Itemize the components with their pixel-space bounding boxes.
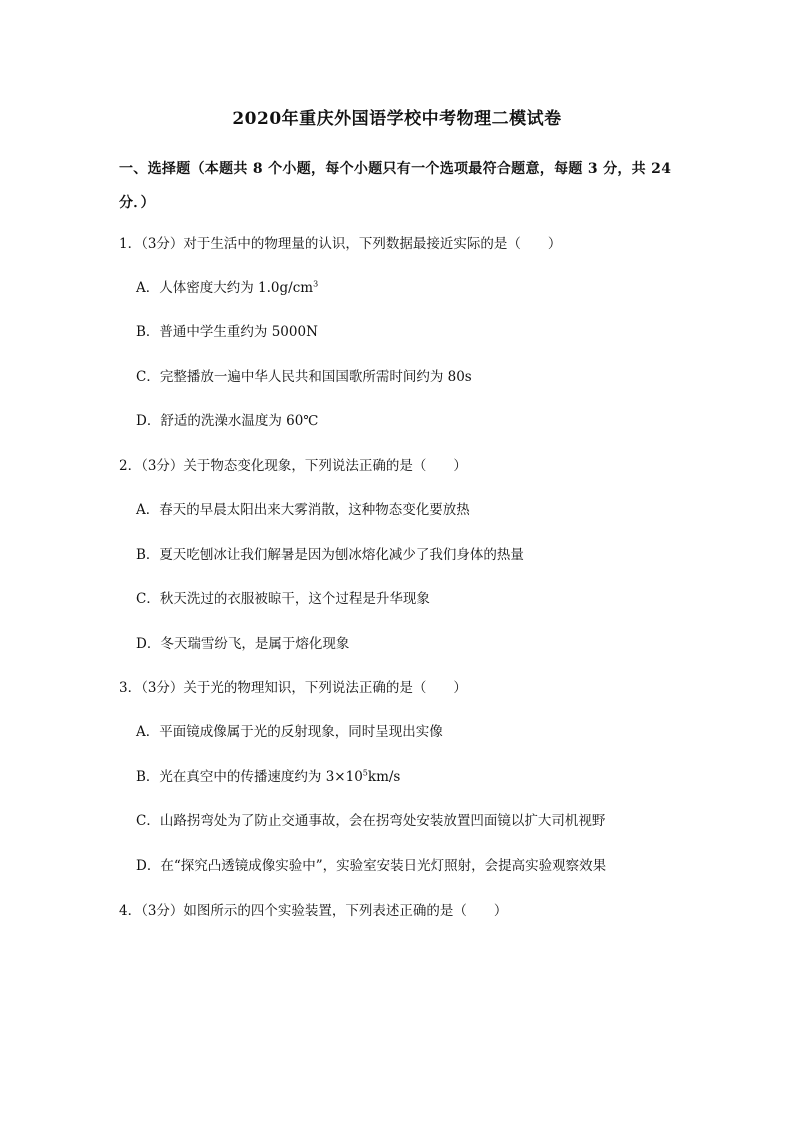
question-2-stem: 2．（3分）关于物态变化现象，下列说法正确的是（ ）	[119, 458, 467, 474]
option-unit: km/s	[367, 769, 401, 785]
question-3-stem: 3．（3分）关于光的物理知识，下列说法正确的是（ ）	[119, 680, 467, 696]
option-text: B．光在真空中的传播速度约为 3×10	[136, 769, 363, 785]
question-3-option-b	[136, 767, 400, 787]
superscript: 5	[362, 768, 368, 778]
question-1-option-a	[136, 278, 318, 298]
question-2-option-a: A．春天的早晨太阳出来大雾消散，这种物态变化要放热	[136, 502, 470, 518]
question-1-stem: 1．（3分）对于生活中的物理量的认识，下列数据最接近实际的是（ ）	[119, 236, 562, 252]
question-2-option-b: B．夏天吃刨冰让我们解暑是因为刨冰熔化减少了我们身体的热量	[136, 547, 524, 563]
question-1-option-c: C．完整播放一遍中华人民共和国国歌所需时间约为 80s	[136, 369, 472, 385]
question-3-option-d: D．在“探究凸透镜成像实验中”，实验室安装日光灯照射，会提高实验观察效果	[136, 858, 607, 874]
question-1-option-b: B．普通中学生重约为 5000N	[136, 324, 318, 340]
question-3-option-c: C．山路拐弯处为了防止交通事故，会在拐弯处安装放置凹面镜以扩大司机视野	[136, 813, 606, 829]
question-1-option-d: D．舒适的洗澡水温度为 60℃	[136, 413, 319, 429]
option-text: A．人体密度大约为 1.0g/cm	[136, 280, 314, 296]
question-3-option-a: A．平面镜成像属于光的反射现象，同时呈现出实像	[136, 724, 443, 740]
exam-title: 2020年重庆外国语学校中考物理二模试卷	[232, 109, 562, 129]
section-heading: 一、选择题（本题共 8 个小题，每个小题只有一个选项最符合题意，每题 3 分，共 24 分．）	[119, 161, 672, 211]
superscript: 3	[313, 279, 319, 289]
question-2-option-d: D．冬天瑞雪纷飞，是属于熔化现象	[136, 636, 350, 652]
question-4-stem: 4．（3分）如图所示的四个实验装置，下列表述正确的是（ ）	[119, 903, 508, 919]
question-2-option-c: C．秋天洗过的衣服被晾干，这个过程是升华现象	[136, 591, 430, 607]
